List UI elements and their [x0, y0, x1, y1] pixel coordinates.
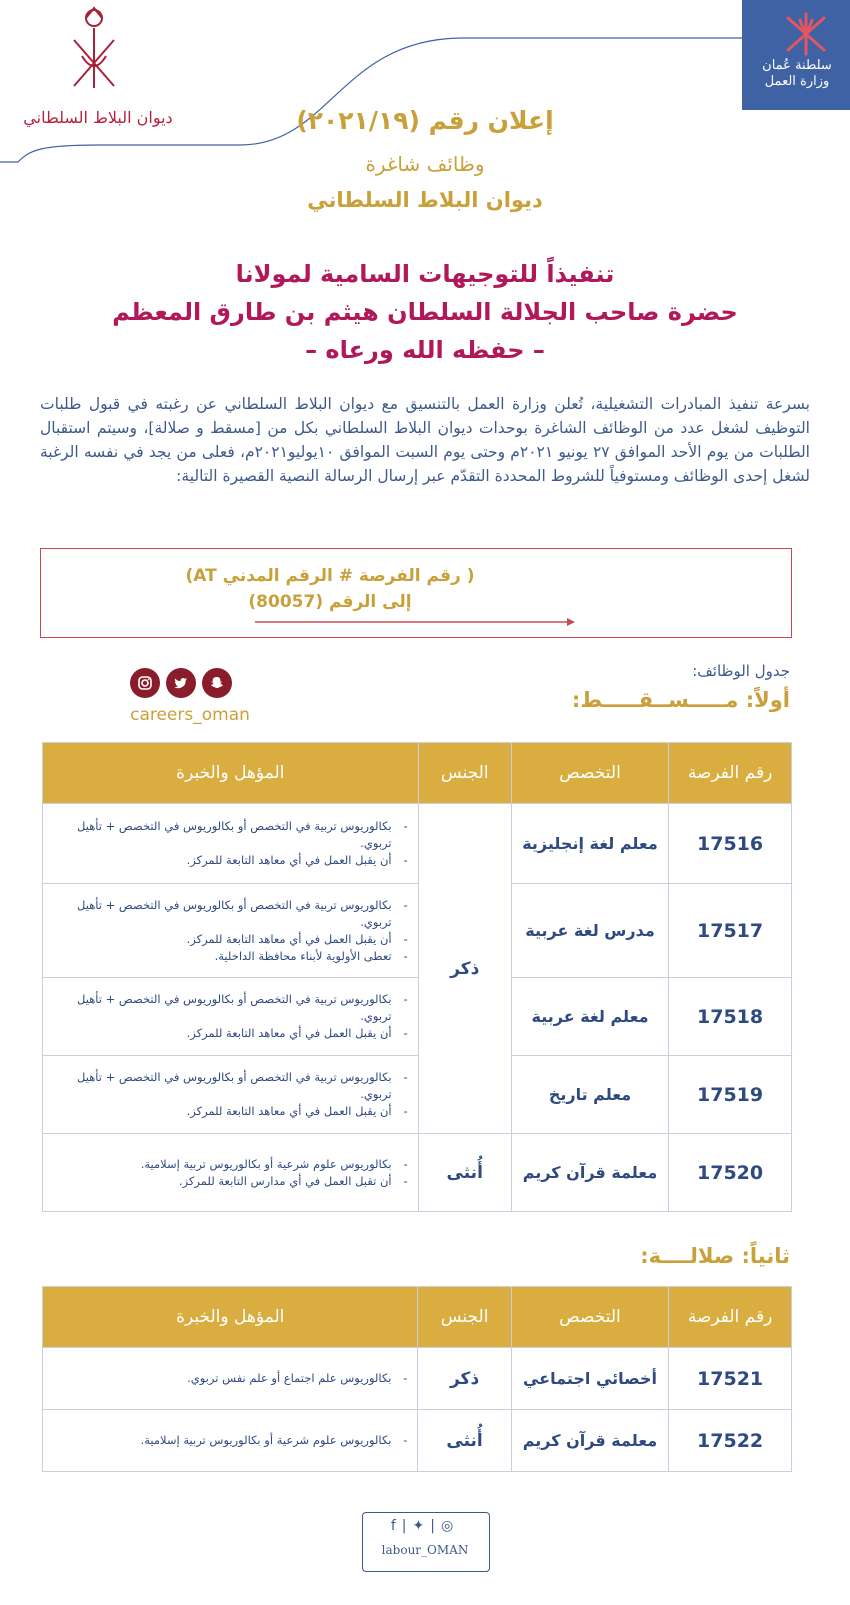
qualification-item: - بكالوريوس علوم شرعية أو بكالوريوس تربية إسلامية. [55, 1156, 408, 1173]
gender: أُنثى [418, 1410, 511, 1472]
directive-line-2: حضرة صاحب الجلالة السلطان هيثم بن طارق المعظم [112, 298, 738, 326]
directive-line-3: – حفظه الله ورعاه – [305, 336, 545, 364]
header-specialization: التخصص [511, 1287, 668, 1348]
qualification-item: - تعطى الأولوية لأبناء محافظة الداخلية. [55, 948, 408, 965]
twitter-icon[interactable] [166, 668, 196, 698]
gender: ذكر [418, 1348, 511, 1410]
opportunity-number: 17522 [669, 1410, 792, 1472]
qualification-item: - بكالوريوس تربية في التخصص أو بكالوريوس في التخصص + تأهيل تربوي. [55, 1069, 408, 1103]
twitter-icon[interactable]: ✦ [412, 1518, 431, 1534]
qualification-item: - بكالوريوس تربية في التخصص أو بكالوريوس في التخصص + تأهيل تربوي. [55, 897, 408, 931]
qualification [43, 1134, 419, 1212]
ministry-name: سلطنة عُمان وزارة العمل [762, 58, 832, 89]
specialization: مدرس لغة عربية [511, 884, 668, 978]
careers-social-icons [130, 668, 232, 700]
facebook-icon[interactable]: f [390, 1518, 402, 1534]
table-row [43, 978, 792, 1056]
directive-line-1: تنفيذاً للتوجيهات السامية لمولانا [235, 260, 615, 288]
header-qualification: المؤهل والخبرة [43, 743, 419, 804]
gender: ذكر [418, 804, 511, 1134]
jobs-table-label: جدول الوظائف: [692, 662, 790, 680]
qualification-item: - بكالوريوس تربية في التخصص أو بكالوريوس في التخصص + تأهيل تربوي. [55, 991, 408, 1025]
sms-format: ( رقم الفرصة # الرقم المدني AT) [185, 566, 475, 586]
specialization: معلم تاريخ [511, 1056, 668, 1134]
specialization: معلمة قرآن كريم [511, 1410, 668, 1472]
instagram-icon[interactable] [130, 668, 160, 698]
specialization: معلمة قرآن كريم [511, 1134, 668, 1212]
table-row [43, 1056, 792, 1134]
intro-paragraph: بسرعة تنفيذ المبادرات التشغيلية، تُعلن وزارة العمل بالتنسيق مع ديوان البلاط السلطاني عن رغبته في قبول طلبات التوظيف لشغل عدد من الوظائف الشاغرة بوحدات ديوان البلاط السلطاني بكل من [مسقط و صلالة]، وسيتم استقبال الطلبات من يوم الأحد الموافق ٢٧ يونيو ٢٠٢١م وحتى يوم السبت الموافق ١٠يوليو٢٠٢١م، فعلى من يجد في نفسه الرغبة لشغل إحدى الوظائف ومستوفياً للشروط المحددة التقدّم عبر إرسال الرسالة النصية القصيرة التالية: [40, 395, 810, 485]
oman-emblem-icon [780, 10, 832, 60]
opportunity-number: 17520 [669, 1134, 792, 1212]
entity-subtitle: ديوان البلاط السلطاني [307, 188, 543, 212]
royal-court-name: ديوان البلاط السلطاني [23, 108, 173, 127]
instagram-icon[interactable]: ◎ [440, 1518, 460, 1534]
arrow-right-icon [255, 615, 577, 629]
header-gender: الجنس [418, 743, 511, 804]
qualification-item: - أن يقبل العمل في أي معاهد التابعة للمركز. [55, 852, 408, 869]
sms-number: إلى الرقم (80057) [248, 592, 412, 612]
footer-handle[interactable]: labour_OMAN [381, 1543, 469, 1557]
specialization: أخصائي اجتماعي [511, 1348, 668, 1410]
qualification-item: - أن يقبل العمل في أي معاهد التابعة للمركز. [55, 1103, 408, 1120]
table-row [43, 1134, 792, 1212]
qualification [43, 1410, 418, 1472]
royal-court-emblem-icon [68, 6, 120, 98]
careers-handle[interactable]: careers_oman [130, 705, 250, 725]
table-row [43, 804, 792, 884]
qualification [43, 1348, 418, 1410]
specialization: معلم لغة إنجليزية [511, 804, 668, 884]
opportunity-number: 17517 [669, 884, 792, 978]
qualification [43, 978, 419, 1056]
header-specialization: التخصص [511, 743, 668, 804]
salalah-jobs-table [42, 1286, 792, 1472]
header-opportunity-number: رقم الفرصة [669, 743, 792, 804]
opportunity-number: 17516 [669, 804, 792, 884]
section-muscat-heading: أولاً: مـــــســقـــــط: [571, 688, 790, 712]
section-salalah-heading: ثانياً: صلالــــة: [640, 1244, 790, 1268]
qualification-item: - بكالوريوس علوم شرعية أو بكالوريوس تربية إسلامية. [55, 1432, 407, 1449]
header-qualification: المؤهل والخبرة [43, 1287, 418, 1348]
announcement-title: إعلان رقم (٢٠٢١/١٩) [296, 106, 554, 135]
qualification-item: - أن يقبل العمل في أي معاهد التابعة للمركز. [55, 1025, 408, 1042]
qualification [43, 884, 419, 978]
muscat-jobs-table [42, 742, 792, 1212]
opportunity-number: 17519 [669, 1056, 792, 1134]
opportunity-number: 17518 [669, 978, 792, 1056]
vacancies-subtitle: وظائف شاغرة [365, 152, 485, 176]
table-row [43, 1410, 792, 1472]
header-opportunity-number: رقم الفرصة [669, 1287, 792, 1348]
table-row [43, 884, 792, 978]
table-row [43, 1348, 792, 1410]
table-header-row [43, 1287, 792, 1348]
divider: | [430, 1518, 441, 1534]
qualification-item: - أن تقبل العمل في أي مدارس التابعة للمركز. [55, 1173, 408, 1190]
footer-social-icons [362, 1518, 488, 1534]
specialization: معلم لغة عربية [511, 978, 668, 1056]
divider: | [401, 1518, 413, 1534]
table-header-row [43, 743, 792, 804]
opportunity-number: 17521 [669, 1348, 792, 1410]
header-decorative-curve [0, 0, 850, 170]
gender: أُنثى [418, 1134, 511, 1212]
qualification-item: - بكالوريوس تربية في التخصص أو بكالوريوس في التخصص + تأهيل تربوي. [55, 818, 408, 852]
qualification-item: - بكالوريوس علم اجتماع أو علم نفس تربوي. [55, 1370, 407, 1387]
royal-directive [60, 255, 790, 369]
qualification-item: - أن يقبل العمل في أي معاهد التابعة للمركز. [55, 931, 408, 948]
qualification [43, 804, 419, 884]
qualification [43, 1056, 419, 1134]
header-gender: الجنس [418, 1287, 511, 1348]
snapchat-icon[interactable] [202, 668, 232, 698]
